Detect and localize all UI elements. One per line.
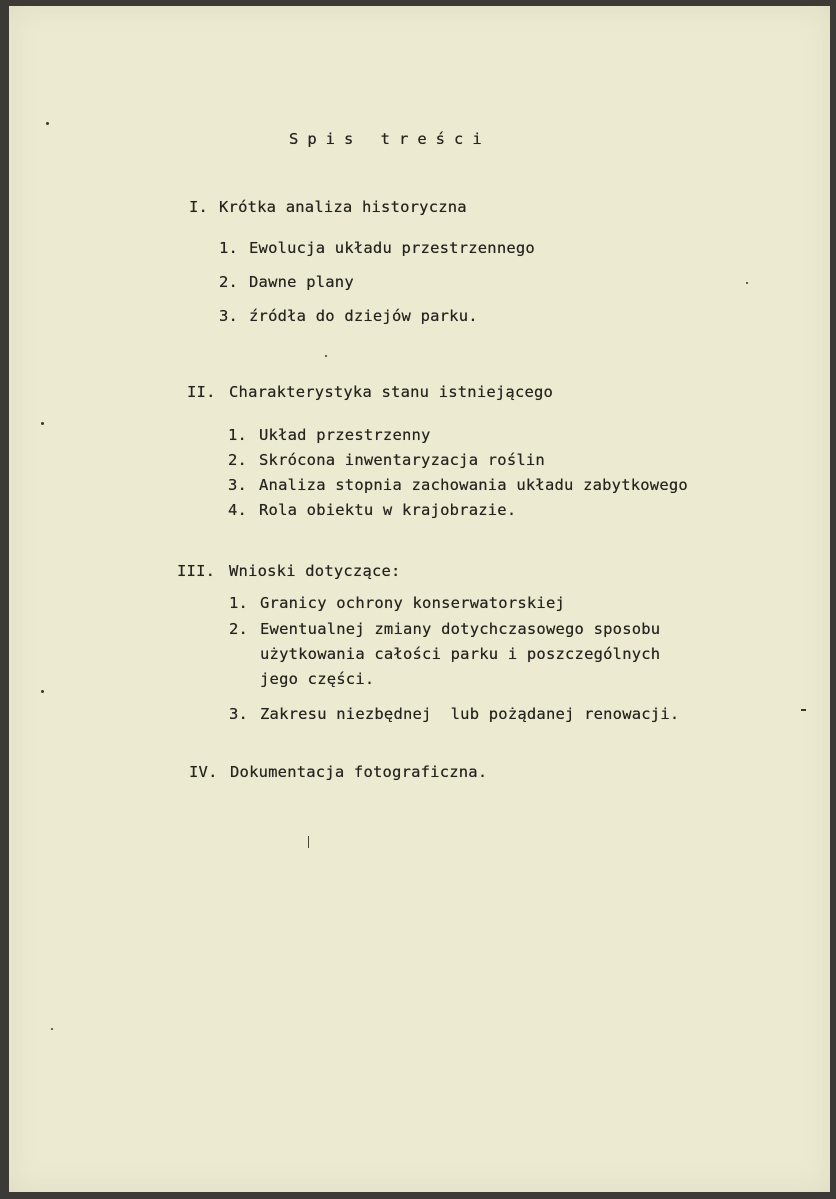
item-number: 2. [219,273,239,291]
item-number: 1. [229,594,249,612]
item-text: źródła do dziejów parku. [249,307,478,325]
section-heading-1: Krótka analiza historyczna [219,198,467,216]
section-heading-4: Dokumentacja fotograficzna. [230,763,488,781]
item-text: Rola obiektu w krajobrazie. [259,501,517,519]
item-text: Dawne plany [249,273,354,291]
item-text: Ewolucja układu przestrzennego [249,239,535,257]
item-number: 4. [228,501,248,519]
section-number-1: I. [189,198,209,216]
item-number: 1. [219,239,239,257]
page-title: Spis treści [289,130,491,148]
paper-speck [46,122,49,125]
item-text: Układ przestrzenny [259,426,431,444]
section-heading-2: Charakterystyka stanu istniejącego [229,383,554,401]
section-number-4: IV. [189,763,218,781]
typewritten-page [9,6,830,1192]
item-text-continued: jego części. [260,670,375,688]
item-number: 1. [228,426,248,444]
section-heading-3: Wnioski dotyczące: [229,562,401,580]
paper-speck [325,355,327,357]
paper-mark [308,836,309,848]
item-text: Analiza stopnia zachowania układu zabytkowego [259,476,688,494]
item-text-continued: użytkowania całości parku i poszczególnych [260,645,661,663]
paper-speck [51,1028,53,1030]
item-number: 3. [219,307,239,325]
section-number-3: III. [177,562,216,580]
paper-speck [41,690,44,693]
section-number-2: II. [187,383,216,401]
item-number: 2. [229,620,249,638]
item-text: Ewentualnej zmiany dotychczasowego sposobu [260,620,661,638]
item-number: 3. [229,705,249,723]
paper-speck [801,709,806,711]
item-number: 3. [228,476,248,494]
item-text: Granicy ochrony konserwatorskiej [260,594,566,612]
item-text: Zakresu niezbędnej lub pożądanej renowacji. [260,705,680,723]
paper-speck [41,422,44,425]
item-text: Skrócona inwentaryzacja roślin [259,451,545,469]
paper-speck [746,282,748,284]
item-number: 2. [228,451,248,469]
